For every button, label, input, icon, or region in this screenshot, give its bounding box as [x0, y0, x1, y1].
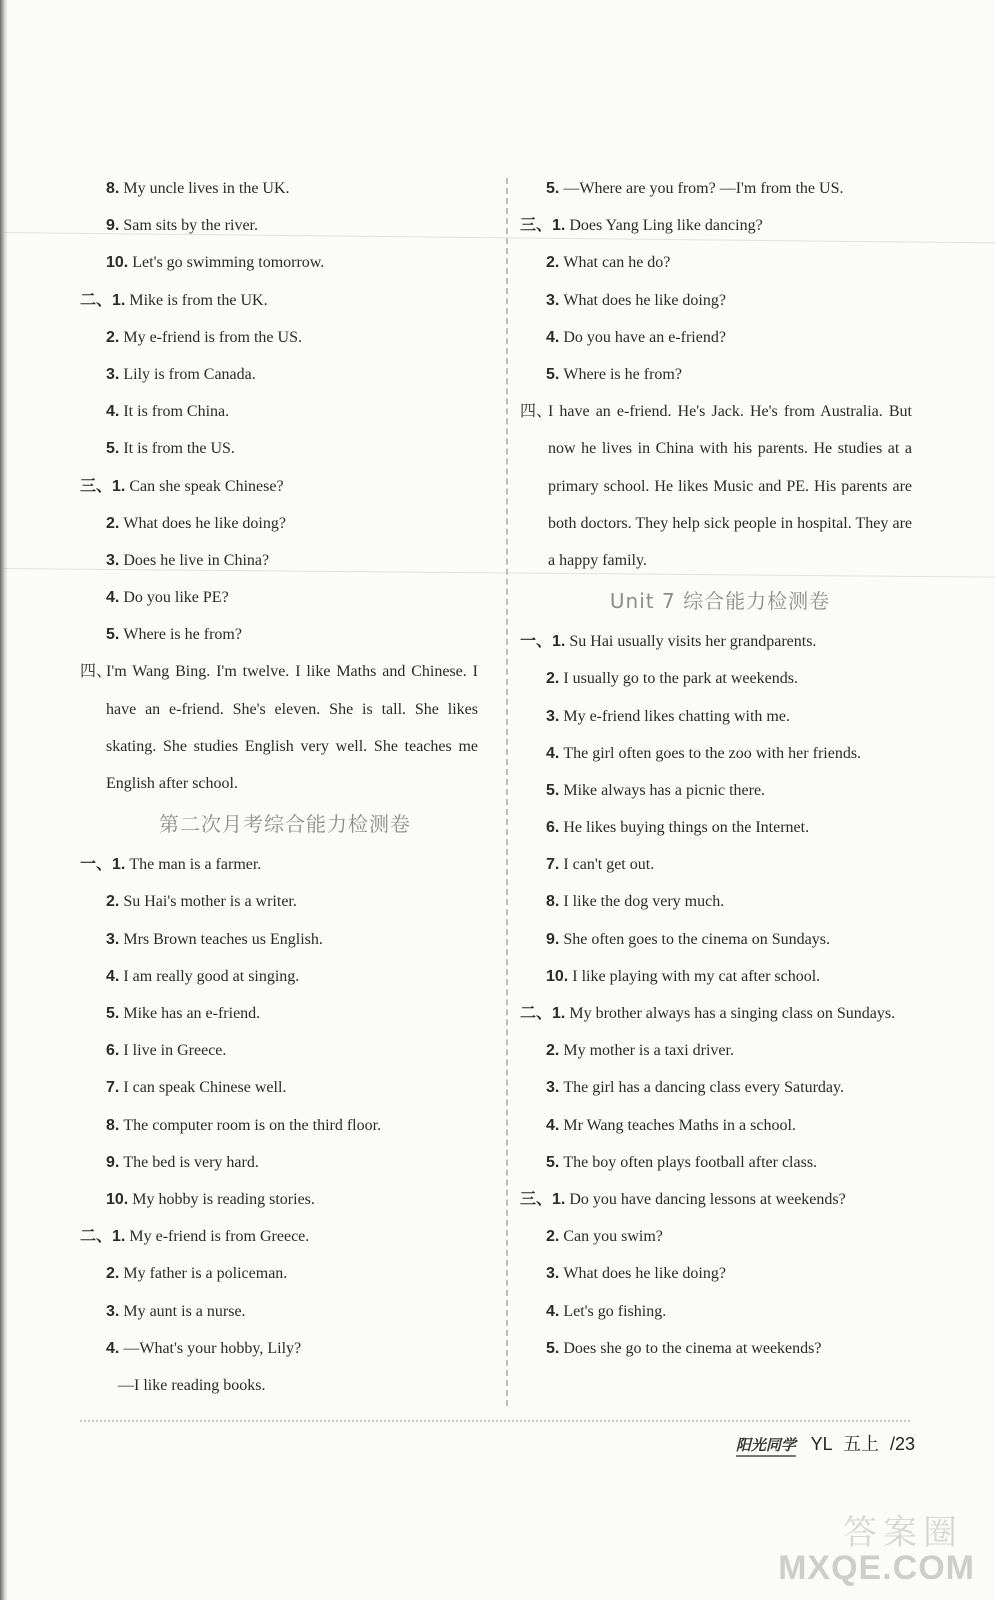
- answer-line: 3. My aunt is a nurse.: [106, 1302, 246, 1320]
- answer-line: 4. I am really good at singing.: [106, 967, 300, 985]
- page-number: /23: [889, 1434, 915, 1454]
- answer-line: —I like reading books.: [118, 1376, 266, 1394]
- grade-label: 五上: [842, 1434, 879, 1454]
- series-code: YL: [810, 1434, 832, 1454]
- answer-line: 8. I like the dog very much.: [546, 893, 725, 911]
- left-column: [80, 170, 490, 1404]
- writing-answer: [80, 653, 490, 802]
- answer-line: 4. —What's your hobby, Lily?: [106, 1339, 302, 1357]
- answer-line: 2. My e-friend is from the US.: [106, 328, 302, 346]
- answer-line: 二、1. My brother always has a singing class on Sundays.: [520, 995, 920, 1032]
- section-mark: 二、: [80, 291, 113, 309]
- answer-line: 二、1. My e-friend is from Greece.: [80, 1218, 490, 1255]
- answer-line: 3. Mrs Brown teaches us English.: [106, 930, 323, 948]
- writing-answer: [520, 393, 920, 579]
- unit-title: Unit 7 综合能力检测卷: [609, 589, 831, 614]
- answer-line: 8. The computer room is on the third floor.: [106, 1116, 382, 1134]
- essay-text: I have an e-friend. He's Jack. He's from Australia. But now he lives in China with his parents. He studies at a primary school. He likes Music and PE. His parents are both doctors. They help sick people in hospital. They are a happy family.: [548, 403, 912, 569]
- answer-line: 3. What does he like doing?: [546, 291, 726, 309]
- answer-line: 6. He likes buying things on the Internet.: [546, 819, 810, 837]
- section-mark: 二、: [80, 1228, 113, 1246]
- column-divider: [506, 178, 508, 1406]
- answer-line: 2. I usually go to the park at weekends.: [546, 670, 798, 688]
- answer-line: 8. My uncle lives in the UK.: [106, 180, 290, 197]
- answer-line: 4. Mr Wang teaches Maths in a school.: [546, 1116, 796, 1134]
- answer-line: 4. Let's go fishing.: [546, 1302, 667, 1320]
- answer-line: 4. The girl often goes to the zoo with her friends.: [546, 744, 862, 762]
- answer-line: 3. Lily is from Canada.: [106, 365, 256, 383]
- answer-line: 三、1. Does Yang Ling like dancing?: [520, 207, 920, 244]
- answer-line: 9. Sam sits by the river.: [106, 217, 258, 235]
- section-mark: 一、: [80, 856, 113, 874]
- test-title: 第二次月考综合能力检测卷: [159, 812, 411, 837]
- answer-line: 9. The bed is very hard.: [106, 1153, 259, 1171]
- answer-line: 三、1. Can she speak Chinese?: [80, 468, 490, 505]
- answer-line: 2. Su Hai's mother is a writer.: [106, 893, 297, 911]
- answer-line: 10. I like playing with my cat after school.: [546, 967, 821, 985]
- answer-line: 5. Where is he from?: [546, 365, 682, 383]
- section-mark: 一、: [520, 633, 553, 651]
- section-mark: 三、: [80, 477, 113, 495]
- answer-line: 三、1. Do you have dancing lessons at weekends?: [520, 1181, 920, 1218]
- watermark-url: MXQE.COM: [778, 1549, 975, 1587]
- answer-line: 7. I can speak Chinese well.: [106, 1079, 287, 1097]
- answer-line: 7. I can't get out.: [546, 856, 655, 874]
- answer-line: 5. It is from the US.: [106, 440, 235, 458]
- answer-line: 5. —Where are you from? —I'm from the US.: [546, 180, 844, 197]
- answer-line: 5. Where is he from?: [106, 626, 242, 644]
- answer-line: 4. It is from China.: [106, 403, 230, 421]
- brand-logo: 阳光同学: [736, 1435, 796, 1457]
- answer-line: 3. What does he like doing?: [546, 1265, 726, 1283]
- answer-line: 5. The boy often plays football after class.: [546, 1153, 818, 1171]
- section-mark: 三、: [520, 217, 553, 235]
- answer-line: 10. My hobby is reading stories.: [106, 1190, 315, 1208]
- section-mark: 二、: [520, 1005, 553, 1023]
- watermark-logo: 答案圈: [843, 1513, 963, 1553]
- answer-line: 一、1. Su Hai usually visits her grandparents.: [520, 623, 920, 660]
- answer-line: 二、1. Mike is from the UK.: [80, 282, 490, 319]
- answer-line: 2. My father is a policeman.: [106, 1265, 288, 1283]
- answer-line: 6. I live in Greece.: [106, 1042, 227, 1060]
- section-mark: 三、: [520, 1190, 553, 1208]
- answer-line: 10. Let's go swimming tomorrow.: [106, 254, 325, 272]
- answer-line: 9. She often goes to the cinema on Sundays.: [546, 930, 830, 948]
- footer-rule: [80, 1420, 910, 1422]
- answer-line: 2. Can you swim?: [546, 1228, 663, 1246]
- answer-line: 4. Do you like PE?: [106, 589, 229, 607]
- answer-line: 2. What can he do?: [546, 254, 671, 272]
- page-footer: [736, 1430, 915, 1458]
- answer-line: 3. My e-friend likes chatting with me.: [546, 707, 790, 725]
- essay-text: I'm Wang Bing. I'm twelve. I like Maths and Chinese. I have an e-friend. She's eleven. She is tall. She likes skating. She studies English very well. She teaches me English after school.: [106, 663, 478, 793]
- answer-line: 3. The girl has a dancing class every Saturday.: [546, 1079, 844, 1097]
- answer-line: 2. What does he like doing?: [106, 514, 286, 532]
- answer-line: 2. My mother is a taxi driver.: [546, 1042, 734, 1060]
- answer-line: 5. Does she go to the cinema at weekends?: [546, 1339, 822, 1357]
- answer-line: 一、1. The man is a farmer.: [80, 846, 490, 883]
- answer-line: 4. Do you have an e-friend?: [546, 328, 726, 346]
- scan-edge-shadow: [0, 0, 8, 1600]
- right-column: [520, 170, 920, 1367]
- section-mark: 四、: [80, 663, 113, 681]
- section-mark: 四、: [520, 403, 553, 421]
- answer-line: 3. Does he live in China?: [106, 551, 270, 569]
- answer-line: 5. Mike has an e-friend.: [106, 1005, 261, 1022]
- answer-line: 5. Mike always has a picnic there.: [546, 781, 766, 799]
